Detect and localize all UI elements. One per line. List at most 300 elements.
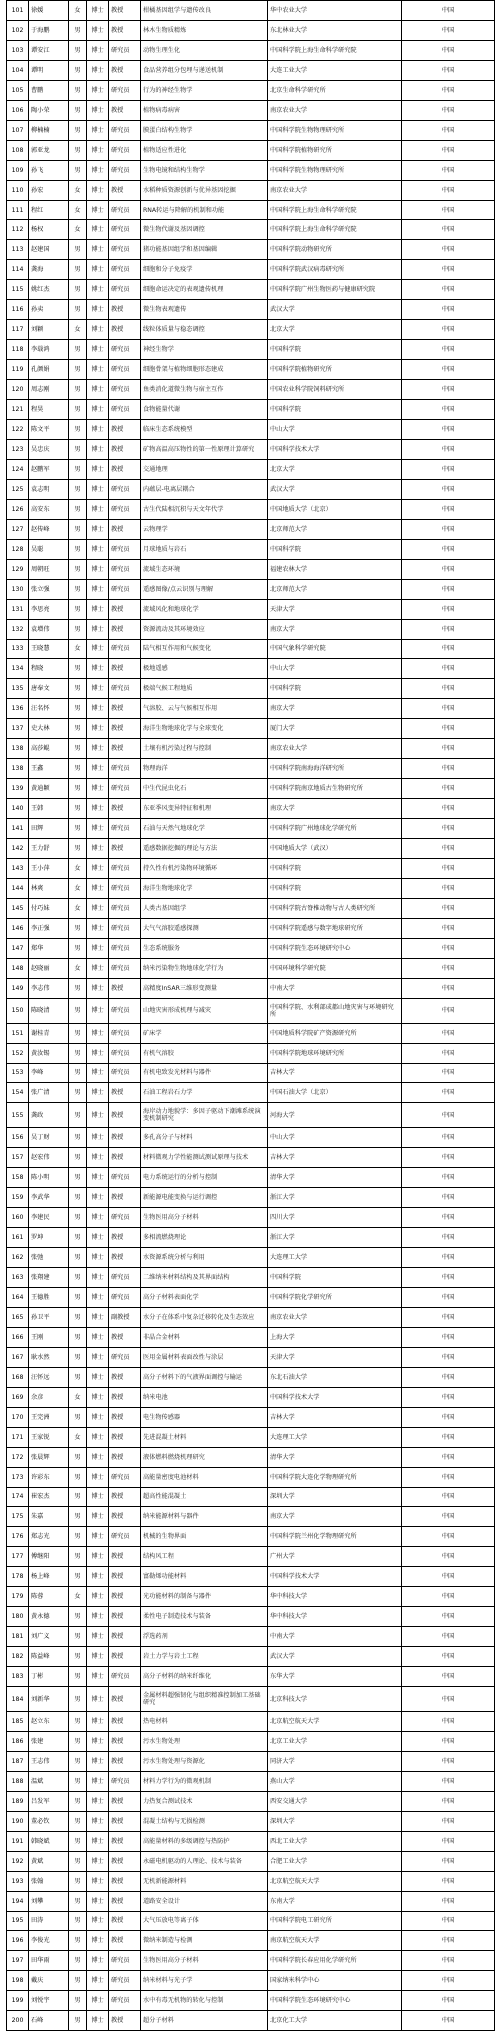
institution-cell: 中南大学 (268, 1627, 402, 1647)
institution-cell: 中国科学院生态环境研究中心 (268, 1991, 402, 2011)
country-cell: 中国 (402, 300, 495, 320)
gender-cell: 男 (69, 1891, 87, 1911)
row-number-cell: 187 (7, 1751, 29, 1771)
gender-cell: 男 (69, 1023, 87, 1043)
title-cell: 研究员 (109, 858, 141, 878)
title-cell: 教授 (109, 1567, 141, 1587)
institution-cell: 中国科学院生物物理研究所 (268, 120, 402, 140)
gender-cell: 男 (69, 1148, 87, 1168)
research-field-cell: 超分子材料 (141, 2011, 268, 2031)
gender-cell: 男 (69, 1831, 87, 1851)
table-row (7, 1811, 495, 1831)
research-field-cell: 人类古基因组学 (141, 898, 268, 918)
research-field-cell: 大气气溶胶遥感探测 (141, 918, 268, 938)
person-name-cell: 罗坤 (29, 1228, 69, 1248)
row-number-cell: 128 (7, 539, 29, 559)
gender-cell: 男 (69, 260, 87, 280)
person-name-cell: 刘广义 (29, 1627, 69, 1647)
degree-cell: 博士 (87, 1083, 109, 1103)
row-number-cell: 165 (7, 1307, 29, 1327)
country-cell: 中国 (402, 1567, 495, 1587)
country-cell: 中国 (402, 1891, 495, 1911)
title-cell: 教授 (109, 1407, 141, 1427)
table-row (7, 1128, 495, 1148)
person-name-cell: 赵鹏军 (29, 459, 69, 479)
research-field-cell: 东亚季风变异特征和机理 (141, 799, 268, 819)
degree-cell: 博士 (87, 1891, 109, 1911)
institution-cell: 深圳大学 (268, 1487, 402, 1507)
row-number-cell: 131 (7, 599, 29, 619)
research-field-cell: 永磁电机驱动的人理论、技术与装备 (141, 1851, 268, 1871)
research-field-cell: 石油工程岩石力学 (141, 1083, 268, 1103)
research-field-cell: 内蕴层-电离层耦合 (141, 479, 268, 499)
table-row (7, 220, 495, 240)
degree-cell: 博士 (87, 140, 109, 160)
country-cell: 中国 (402, 1627, 495, 1647)
title-cell: 教授 (109, 599, 141, 619)
degree-cell: 博士 (87, 1831, 109, 1851)
title-cell: 教授 (109, 1687, 141, 1712)
gender-cell: 男 (69, 1487, 87, 1507)
person-name-cell: 杨上峰 (29, 1567, 69, 1587)
title-cell: 教授 (109, 619, 141, 639)
country-cell: 中国 (402, 1307, 495, 1327)
gender-cell: 男 (69, 400, 87, 420)
table-row (7, 1103, 495, 1128)
country-cell: 中国 (402, 1771, 495, 1791)
research-field-cell: 材料微观力学性能测试测试原理与技术 (141, 1148, 268, 1168)
title-cell: 教授 (109, 799, 141, 819)
table-row (7, 1567, 495, 1587)
title-cell: 副教授 (109, 1307, 141, 1327)
degree-cell: 博士 (87, 2011, 109, 2031)
institution-cell: 中国地质科学院矿产资源研究所 (268, 1023, 402, 1043)
research-field-cell: 力热复合测试技术 (141, 1791, 268, 1811)
person-name-cell: 史大林 (29, 719, 69, 739)
gender-cell: 女 (69, 1587, 87, 1607)
row-number-cell: 101 (7, 1, 29, 21)
degree-cell: 博士 (87, 1991, 109, 2011)
research-field-cell: 细胞骨架与植物细胞形态建成 (141, 360, 268, 380)
degree-cell: 博士 (87, 579, 109, 599)
row-number-cell: 183 (7, 1667, 29, 1687)
institution-cell: 吉林大学 (268, 1148, 402, 1168)
gender-cell: 男 (69, 819, 87, 839)
institution-cell: 中山大学 (268, 1128, 402, 1148)
title-cell: 研究员 (109, 1043, 141, 1063)
research-field-cell: 月球地质与岩石 (141, 539, 268, 559)
institution-cell: 河海大学 (268, 1103, 402, 1128)
research-field-cell: 纳米能源材料与器件 (141, 1507, 268, 1527)
gender-cell: 男 (69, 1248, 87, 1268)
table-row (7, 400, 495, 420)
institution-cell: 中国科学院 (268, 340, 402, 360)
country-cell: 中国 (402, 380, 495, 400)
person-name-cell: 黄斌 (29, 1851, 69, 1871)
title-cell: 研究员 (109, 1268, 141, 1288)
row-number-cell: 110 (7, 180, 29, 200)
row-number-cell: 118 (7, 340, 29, 360)
gender-cell: 女 (69, 1, 87, 21)
institution-cell: 中国科学院地球环境研究所 (268, 1043, 402, 1063)
institution-cell: 中国科学院武汉病毒研究所 (268, 260, 402, 280)
institution-cell: 吉林大学 (268, 1063, 402, 1083)
degree-cell: 博士 (87, 1248, 109, 1268)
degree-cell: 博士 (87, 839, 109, 859)
gender-cell: 男 (69, 1991, 87, 2011)
country-cell: 中国 (402, 1751, 495, 1771)
table-row (7, 1547, 495, 1567)
degree-cell: 博士 (87, 160, 109, 180)
person-name-cell: 张立强 (29, 579, 69, 599)
person-name-cell: 温斌 (29, 1771, 69, 1791)
research-field-cell: 资源流动及其环境效应 (141, 619, 268, 639)
gender-cell: 男 (69, 40, 87, 60)
table-row (7, 1527, 495, 1547)
person-name-cell: 戴庆 (29, 1971, 69, 1991)
title-cell: 教授 (109, 1128, 141, 1148)
country-cell: 中国 (402, 1387, 495, 1407)
gender-cell: 男 (69, 479, 87, 499)
country-cell: 中国 (402, 1148, 495, 1168)
row-number-cell: 111 (7, 200, 29, 220)
degree-cell: 博士 (87, 759, 109, 779)
gender-cell: 男 (69, 1791, 87, 1811)
country-cell: 中国 (402, 819, 495, 839)
row-number-cell: 175 (7, 1507, 29, 1527)
degree-cell: 博士 (87, 1587, 109, 1607)
degree-cell: 博士 (87, 1647, 109, 1667)
institution-cell: 中山大学 (268, 420, 402, 440)
person-name-cell: 周志刚 (29, 380, 69, 400)
institution-cell: 浙江大学 (268, 1228, 402, 1248)
person-name-cell: 于海鹏 (29, 20, 69, 40)
degree-cell: 博士 (87, 1023, 109, 1043)
research-field-cell: 动物生理生化 (141, 40, 268, 60)
research-field-cell: 交通地理 (141, 459, 268, 479)
institution-cell: 大连工业大学 (268, 60, 402, 80)
row-number-cell: 172 (7, 1447, 29, 1467)
country-cell: 中国 (402, 160, 495, 180)
row-number-cell: 126 (7, 499, 29, 519)
gender-cell: 男 (69, 539, 87, 559)
country-cell: 中国 (402, 839, 495, 859)
research-field-cell: 水中有毒无机物的转化与控制 (141, 1991, 268, 2011)
title-cell: 教授 (109, 2011, 141, 2031)
gender-cell: 男 (69, 1567, 87, 1587)
gender-cell: 男 (69, 938, 87, 958)
country-cell: 中国 (402, 539, 495, 559)
person-name-cell: 汪名怀 (29, 699, 69, 719)
country-cell: 中国 (402, 1731, 495, 1751)
institution-cell: 天津大学 (268, 1347, 402, 1367)
country-cell: 中国 (402, 499, 495, 519)
person-name-cell: 李载鸿 (29, 340, 69, 360)
country-cell: 中国 (402, 1447, 495, 1467)
row-number-cell: 135 (7, 679, 29, 699)
title-cell: 研究员 (109, 120, 141, 140)
title-cell: 研究员 (109, 1991, 141, 2011)
table-row (7, 898, 495, 918)
title-cell: 教授 (109, 1891, 141, 1911)
research-field-cell: 细胞和分子免疫学 (141, 260, 268, 280)
row-number-cell: 162 (7, 1248, 29, 1268)
person-name-cell: 董必钦 (29, 1811, 69, 1831)
research-field-cell: 高精度InSAR三维形变测量 (141, 978, 268, 998)
row-number-cell: 150 (7, 998, 29, 1023)
degree-cell: 博士 (87, 599, 109, 619)
degree-cell: 博士 (87, 180, 109, 200)
research-field-cell: 高分子材料表面化学 (141, 1287, 268, 1307)
title-cell: 研究员 (109, 679, 141, 699)
country-cell: 中国 (402, 1711, 495, 1731)
person-name-cell: 韩晓斌 (29, 1831, 69, 1851)
person-name-cell: 赵建国 (29, 240, 69, 260)
research-field-cell: 中生代昆虫化石 (141, 779, 268, 799)
research-field-cell: 富勒烯功能材料 (141, 1567, 268, 1587)
person-name-cell: 田涛 (29, 1911, 69, 1931)
institution-cell: 中国科学院南京地质古生物研究所 (268, 779, 402, 799)
gender-cell: 男 (69, 1731, 87, 1751)
country-cell: 中国 (402, 1647, 495, 1667)
row-number-cell: 152 (7, 1043, 29, 1063)
person-name-cell: 郑华 (29, 938, 69, 958)
degree-cell: 博士 (87, 1228, 109, 1248)
degree-cell: 博士 (87, 1507, 109, 1527)
degree-cell: 博士 (87, 1627, 109, 1647)
title-cell: 教授 (109, 1083, 141, 1103)
research-field-cell: 行为的神经生物学 (141, 80, 268, 100)
degree-cell: 博士 (87, 320, 109, 340)
country-cell: 中国 (402, 1991, 495, 2011)
country-cell: 中国 (402, 1208, 495, 1228)
country-cell: 中国 (402, 1103, 495, 1128)
research-field-cell: 微生物代谢及基因调控 (141, 220, 268, 240)
degree-cell: 博士 (87, 260, 109, 280)
research-field-cell: 结构风工程 (141, 1547, 268, 1567)
title-cell: 研究员 (109, 240, 141, 260)
research-field-cell: 陆气相互作用和气候变化 (141, 639, 268, 659)
person-name-cell: 傅继阳 (29, 1547, 69, 1567)
country-cell: 中国 (402, 400, 495, 420)
research-field-cell: 电力系统运行的分析与控制 (141, 1168, 268, 1188)
row-number-cell: 185 (7, 1711, 29, 1731)
gender-cell: 男 (69, 360, 87, 380)
table-row (7, 140, 495, 160)
row-number-cell: 136 (7, 699, 29, 719)
country-cell: 中国 (402, 2011, 495, 2031)
title-cell: 教授 (109, 978, 141, 998)
institution-cell: 中国地质大学（武汉） (268, 839, 402, 859)
title-cell: 研究员 (109, 400, 141, 420)
research-field-cell: 气溶胶、云与气候相互作用 (141, 699, 268, 719)
gender-cell: 女 (69, 858, 87, 878)
person-name-cell: 柳楠楠 (29, 120, 69, 140)
table-row (7, 160, 495, 180)
table-row (7, 360, 495, 380)
institution-cell: 广州大学 (268, 1547, 402, 1567)
person-name-cell: 袁增伟 (29, 619, 69, 639)
title-cell: 教授 (109, 459, 141, 479)
row-number-cell: 129 (7, 559, 29, 579)
row-number-cell: 119 (7, 360, 29, 380)
country-cell: 中国 (402, 340, 495, 360)
table-row (7, 1083, 495, 1103)
country-cell: 中国 (402, 1547, 495, 1567)
title-cell: 教授 (109, 1607, 141, 1627)
degree-cell: 博士 (87, 1307, 109, 1327)
degree-cell: 博士 (87, 1911, 109, 1931)
institution-cell: 中国科学院、水利部成都山地灾害与环境研究所 (268, 998, 402, 1023)
table-row (7, 619, 495, 639)
degree-cell: 博士 (87, 1667, 109, 1687)
gender-cell: 男 (69, 1647, 87, 1667)
row-number-cell: 146 (7, 918, 29, 938)
institution-cell: 西北工业大学 (268, 1831, 402, 1851)
title-cell: 教授 (109, 1547, 141, 1567)
country-cell: 中国 (402, 878, 495, 898)
person-name-cell: 刘攀 (29, 1891, 69, 1911)
row-number-cell: 167 (7, 1347, 29, 1367)
degree-cell: 博士 (87, 1347, 109, 1367)
gender-cell: 男 (69, 1871, 87, 1891)
research-field-cell: 植物病毒病害 (141, 100, 268, 120)
person-name-cell: 龚政 (29, 1103, 69, 1128)
table-row (7, 1467, 495, 1487)
person-name-cell: 吴聪 (29, 539, 69, 559)
institution-cell: 华中科技大学 (268, 1587, 402, 1607)
country-cell: 中国 (402, 1128, 495, 1148)
title-cell: 教授 (109, 1327, 141, 1347)
gender-cell: 男 (69, 1627, 87, 1647)
person-name-cell: 李俊光 (29, 1931, 69, 1951)
country-cell: 中国 (402, 918, 495, 938)
person-name-cell: 王德胜 (29, 1287, 69, 1307)
research-field-cell: RNA转运与降解的机制和功能 (141, 200, 268, 220)
institution-cell: 上海大学 (268, 1327, 402, 1347)
gender-cell: 男 (69, 1667, 87, 1687)
gender-cell: 男 (69, 579, 87, 599)
country-cell: 中国 (402, 1083, 495, 1103)
title-cell: 研究员 (109, 539, 141, 559)
research-field-cell: 极地遥感 (141, 659, 268, 679)
institution-cell: 北京大学 (268, 320, 402, 340)
gender-cell: 女 (69, 1387, 87, 1407)
institution-cell: 北京大学 (268, 459, 402, 479)
row-number-cell: 166 (7, 1327, 29, 1347)
degree-cell: 博士 (87, 1527, 109, 1547)
research-field-cell: 水分子在体系中复杂迁移转化及生态效应 (141, 1307, 268, 1327)
degree-cell: 博士 (87, 1387, 109, 1407)
institution-cell: 西安交通大学 (268, 1791, 402, 1811)
row-number-cell: 123 (7, 439, 29, 459)
gender-cell: 男 (69, 300, 87, 320)
institution-cell: 中国农业科学院饲料研究所 (268, 380, 402, 400)
country-cell: 中国 (402, 858, 495, 878)
research-field-cell: 污水生物处理 (141, 1731, 268, 1751)
institution-cell: 中国科学院上海生命科学研究院 (268, 220, 402, 240)
degree-cell: 博士 (87, 420, 109, 440)
country-cell: 中国 (402, 1667, 495, 1687)
person-name-cell: 孙飞 (29, 160, 69, 180)
degree-cell: 博士 (87, 1, 109, 21)
person-name-cell: 赵立东 (29, 1711, 69, 1731)
institution-cell: 中国科学院植物研究所 (268, 360, 402, 380)
research-field-cell: 生物电镜和结构生物学 (141, 160, 268, 180)
title-cell: 教授 (109, 1447, 141, 1467)
title-cell: 研究员 (109, 1467, 141, 1487)
row-number-cell: 127 (7, 519, 29, 539)
title-cell: 研究员 (109, 898, 141, 918)
row-number-cell: 181 (7, 1627, 29, 1647)
row-number-cell: 105 (7, 80, 29, 100)
table-row (7, 1188, 495, 1208)
table-row (7, 779, 495, 799)
country-cell: 中国 (402, 439, 495, 459)
research-field-cell: 鱼类消化道微生物与宿主互作 (141, 380, 268, 400)
table-row (7, 300, 495, 320)
institution-cell: 中国科学院植物研究所 (268, 140, 402, 160)
degree-cell: 博士 (87, 699, 109, 719)
gender-cell: 男 (69, 759, 87, 779)
country-cell: 中国 (402, 1527, 495, 1547)
gender-cell: 男 (69, 1547, 87, 1567)
degree-cell: 博士 (87, 400, 109, 420)
gender-cell: 女 (69, 639, 87, 659)
gender-cell: 男 (69, 1931, 87, 1951)
row-number-cell: 132 (7, 619, 29, 639)
title-cell: 研究员 (109, 260, 141, 280)
institution-cell: 北京航空航天大学 (268, 1711, 402, 1731)
table-row (7, 519, 495, 539)
gender-cell: 男 (69, 380, 87, 400)
institution-cell: 南京大学 (268, 1507, 402, 1527)
title-cell: 研究员 (109, 499, 141, 519)
row-number-cell: 138 (7, 739, 29, 759)
degree-cell: 博士 (87, 1791, 109, 1811)
research-field-cell: 矿物高温高压物性的第一性原理计算研究 (141, 439, 268, 459)
degree-cell: 博士 (87, 858, 109, 878)
row-number-cell: 178 (7, 1567, 29, 1587)
title-cell: 教授 (109, 300, 141, 320)
table-row (7, 958, 495, 978)
institution-cell: 武汉大学 (268, 1647, 402, 1667)
gender-cell: 男 (69, 1527, 87, 1547)
institution-cell: 北京师范大学 (268, 579, 402, 599)
title-cell: 教授 (109, 1931, 141, 1951)
row-number-cell: 188 (7, 1771, 29, 1791)
row-number-cell: 134 (7, 659, 29, 679)
row-number-cell: 198 (7, 1971, 29, 1991)
research-field-cell: 无机新能源材料 (141, 1871, 268, 1891)
country-cell: 中国 (402, 1971, 495, 1991)
row-number-cell: 140 (7, 799, 29, 819)
title-cell: 教授 (109, 1148, 141, 1168)
country-cell: 中国 (402, 739, 495, 759)
degree-cell: 博士 (87, 1407, 109, 1427)
degree-cell: 博士 (87, 1427, 109, 1447)
person-name-cell: 赵晓丽 (29, 958, 69, 978)
title-cell: 教授 (109, 659, 141, 679)
table-row (7, 40, 495, 60)
institution-cell: 南京农业大学 (268, 100, 402, 120)
institution-cell: 南京农业大学 (268, 180, 402, 200)
gender-cell: 男 (69, 1367, 87, 1387)
row-number-cell: 173 (7, 1467, 29, 1487)
gender-cell: 男 (69, 120, 87, 140)
row-number-cell: 115 (7, 280, 29, 300)
gender-cell: 男 (69, 160, 87, 180)
